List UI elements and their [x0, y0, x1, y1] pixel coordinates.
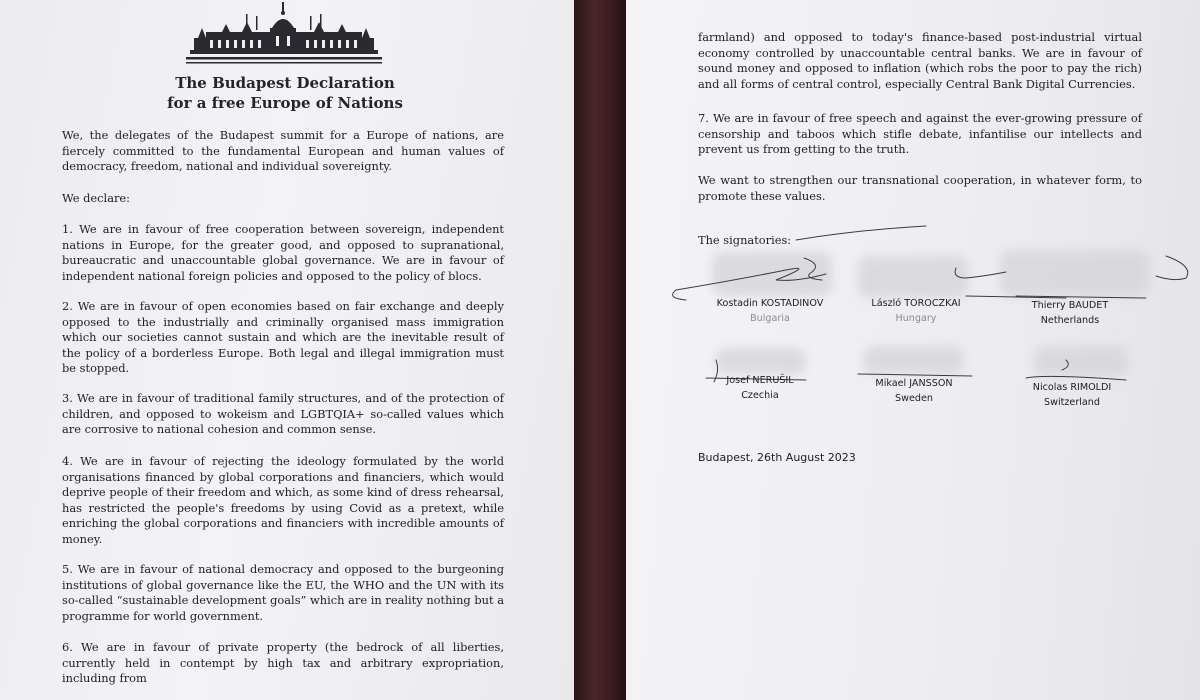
- signatory-name: Thierry BAUDET: [1031, 300, 1109, 311]
- document-title: The Budapest Declaration: [175, 74, 395, 92]
- binding-fold: [574, 0, 626, 700]
- signatory-country: Hungary: [895, 313, 937, 324]
- signatory-2: [836, 296, 996, 326]
- place-and-date: Budapest, 26th August 2023: [698, 451, 856, 464]
- signatory-4: [680, 373, 840, 403]
- signatory-1: [690, 296, 850, 326]
- signatory-country: Switzerland: [1044, 397, 1100, 408]
- paragraph-1: 1. We are in favour of free cooperation between sovereign, independent nations in Europe, for the greater good, and opposed to supranational, bureaucratic and unaccountable global governance. We are in favour of independent national foreign policies and opposed to the policy of blocs.: [62, 222, 504, 283]
- signatory-name: Josef NERUŠIL: [726, 375, 794, 386]
- signatory-country: Sweden: [895, 393, 933, 404]
- parliament-building-emblem-icon: [186, 2, 382, 68]
- paragraph-4: 4. We are in favour of rejecting the ideology formulated by the world organisations financed by global corporations and financiers, which would deprive people of their freedom and which, as some kind of dress rehearsal, has restricted the people's freedoms by using Covid as a pretext, while enriching the global corporations and financiers with incredible amounts of money.: [62, 454, 504, 546]
- paragraph-6-continued: farmland) and opposed to today's finance-based post-industrial virtual economy controlled by unaccountable central banks. We are in favour of sound money and opposed to inflation (which robs the poor to pay the rich) and all forms of central control, especially Central Bank Digital Currencies.: [698, 30, 1142, 91]
- signatory-name: Mikael JANSSON: [875, 378, 953, 389]
- document-subtitle: for a free Europe of Nations: [167, 94, 403, 112]
- paragraph-3: 3. We are in favour of traditional family structures, and of the protection of children, and opposed to wokeism and LGBTQIA+ so-called values which are corrosive to national cohesion and common sense.: [62, 391, 504, 437]
- signatory-name: László TOROCZKAI: [871, 298, 961, 309]
- signatory-3: [990, 298, 1150, 328]
- signatory-country: Czechia: [741, 390, 779, 401]
- paragraph-6: 6. We are in favour of private property (the bedrock of all liberties, currently held in contempt by high tax and arbitrary expropriation, including from: [62, 640, 504, 686]
- signatory-6: [992, 380, 1152, 410]
- paragraph-2: 2. We are in favour of open economies based on fair exchange and deeply opposed to the industrially and criminally organised mass immigration which our societies cannot sustain and which are the inevitable result of the policy of a borderless Europe. Both legal and illegal immigration must be stopped.: [62, 299, 504, 376]
- signatory-country: Netherlands: [1040, 315, 1100, 326]
- signatory-country: Bulgaria: [750, 313, 790, 324]
- signatory-name: Nicolas RIMOLDI: [1032, 382, 1112, 393]
- intro-paragraph: We, the delegates of the Budapest summit for a Europe of nations, are fiercely committed to the fundamental European and human values of democracy, freedom, national and individual sovereignty.: [62, 128, 504, 174]
- paragraph-5: 5. We are in favour of national democracy and opposed to the burgeoning institutions of global governance like the EU, the WHO and the UN with its so-called “sustainable development goals” which are in reality nothing but a programme for world government.: [62, 562, 504, 623]
- paragraph-7: 7. We are in favour of free speech and against the ever-growing pressure of censorship and taboos which stifle debate, infantilise our intellects and prevent us from getting to the truth.: [698, 111, 1142, 157]
- signatory-name: Kostadin KOSTADINOV: [716, 298, 824, 309]
- declare-heading: We declare:: [62, 191, 131, 205]
- signatory-5: [834, 376, 994, 406]
- signatories-label: The signatories:: [698, 233, 792, 247]
- closing-paragraph: We want to strengthen our transnational cooperation, in whatever form, to promote these values.: [698, 173, 1142, 203]
